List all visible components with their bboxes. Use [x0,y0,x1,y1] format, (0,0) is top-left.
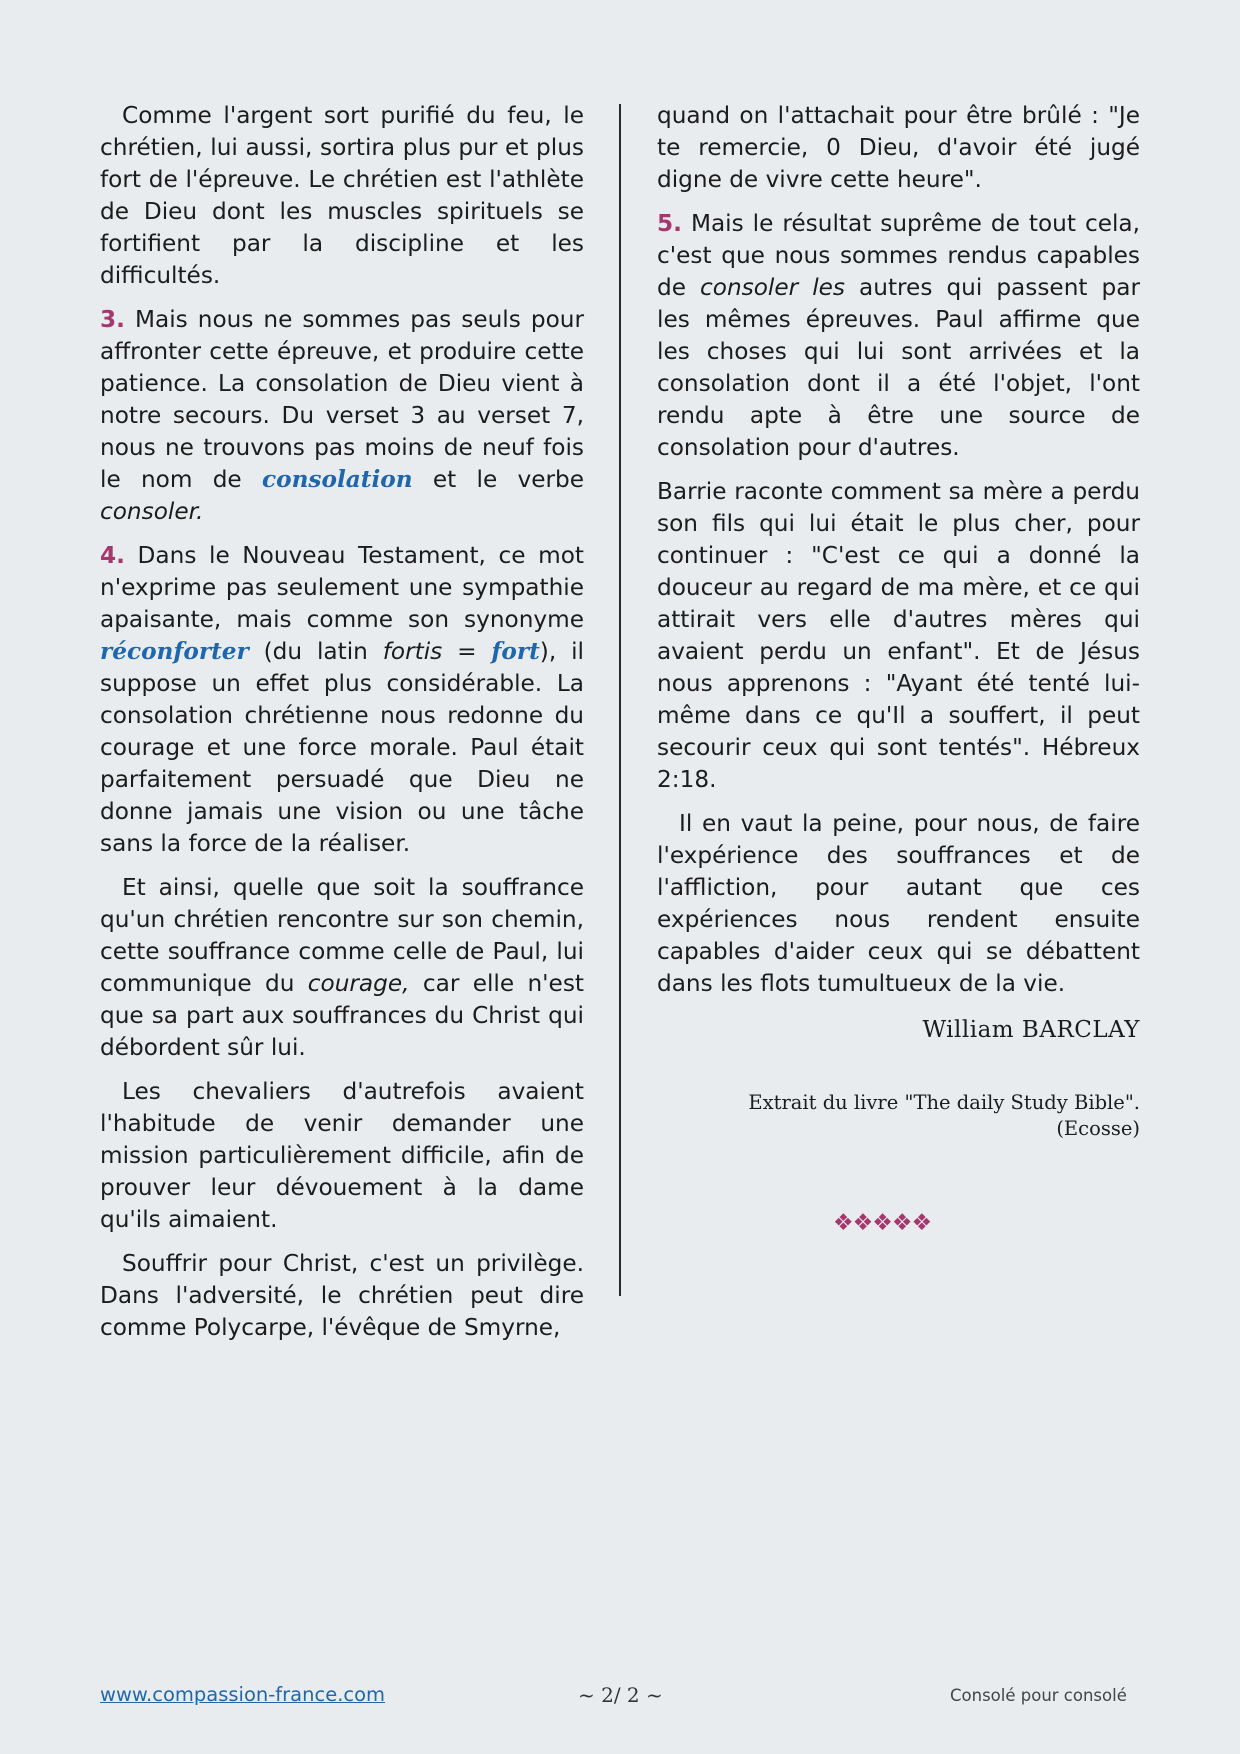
text: Dans le Nouveau Testament, ce mot n'exprime pas seulement une sympathie apaisante, mais comme son synonyme [100,542,584,633]
text: Et ainsi, quelle que soit la souffrance qu'un chrétien rencontre sur son chemin, cette souffrance comme celle de Paul, lui communique du [100,874,584,997]
paragraph-4 [100,540,584,860]
footer-title: Consolé pour consolé [950,1686,1127,1705]
text: Mais nous ne sommes pas seuls pour affronter cette épreuve, et produire cette patience. La consolation de Dieu vient à notre secours. Du verset 3 au verset 7, nous ne trouvons pas moins de neuf fois le nom de [100,306,584,493]
text: autres qui passent par les mêmes épreuves. Paul affirme que les choses qui lui sont arrivées et la consolation dont il a été l'objet, l'ont rendu apte à être une source de consolation pour d'autres. [657,274,1140,461]
text: ), il suppose un effet plus considérable. La consolation chrétienne nous redonne du courage et une force morale. Paul était parfaitement persuadé que Dieu ne donne jamais une vision ou une tâche sans la force de la réaliser. [100,638,584,857]
page-number: ~ 2/ 2 ~ [578,1683,663,1707]
italic-term: consoler les [700,274,845,301]
section-number: 3. [100,306,125,333]
right-column [657,100,1140,1142]
source-note [657,1090,1140,1142]
text: (du latin [248,638,383,665]
section-number: 4. [100,542,125,569]
paragraph-5 [657,208,1140,464]
italic-term: courage, [307,970,410,997]
paragraph: quand on l'attachait pour être brûlé : "Je te remercie, 0 Dieu, d'avoir été jugé digne de vivre cette heure". [657,102,1140,193]
text: car elle n'est que sa part aux souffrances du Christ qui débordent sûr lui. [100,970,584,1061]
paragraph: Barrie raconte comment sa mère a perdu son fils qui lui était le plus cher, pour continuer : "C'est ce qui a donné la douceur au regard de ma mère, et ce qui attirait vers elle d'autres mères qui avaient perdu un enfant". Et de Jésus nous apprenons : "Ayant été tenté lui-même dans ce qu'Il a souffert, il peut secourir ceux qui sont tentés". Hébreux 2:18. [657,478,1140,793]
text: et le verbe [412,466,585,493]
italic-term: fortis [382,638,443,665]
emphasis-term: consolation [261,466,413,493]
text: Mais le résultat suprême de tout cela, c'est que nous sommes rendus capables de [657,210,1140,301]
paragraph-3 [100,304,584,528]
ornament-diamonds-icon: ❖❖❖❖❖ [833,1210,932,1236]
left-column [100,100,584,1356]
paragraph: Les chevaliers d'autrefois avaient l'habitude de venir demander une mission particulièrement difficile, afin de prouver leur dévouement à la dame qu'ils aimaient. [100,1078,584,1233]
emphasis-term: réconforter [100,638,249,665]
column-divider [619,104,621,1296]
paragraph: Il en vaut la peine, pour nous, de faire l'expérience des souffrances et de l'affliction, pour autant que ces expériences nous rendent ensuite capables d'aider ceux qui se débattent dans les flots tumultueux de la vie. [657,810,1140,997]
paragraph [100,872,584,1064]
paragraph: Comme l'argent sort purifié du feu, le chrétien, lui aussi, sortira plus pur et plus fort de l'épreuve. Le chrétien est l'athlète de Dieu dont les muscles spirituels se fortifient par la discipline et les difficultés. [100,102,584,289]
source-country: (Ecosse) [1056,1117,1140,1140]
emphasis-term: fort [491,638,540,665]
footer-website-link[interactable]: www.compassion-france.com [100,1683,386,1706]
text: = [442,638,492,665]
section-number: 5. [657,210,682,237]
source-line: Extrait du livre "The daily Study Bible". [748,1091,1140,1114]
italic-term: consoler. [100,498,204,525]
author-signature: William BARCLAY [922,1017,1140,1043]
paragraph: Souffrir pour Christ, c'est un privilège. Dans l'adversité, le chrétien peut dire comme Polycarpe, l'évêque de Smyrne, [100,1250,584,1341]
